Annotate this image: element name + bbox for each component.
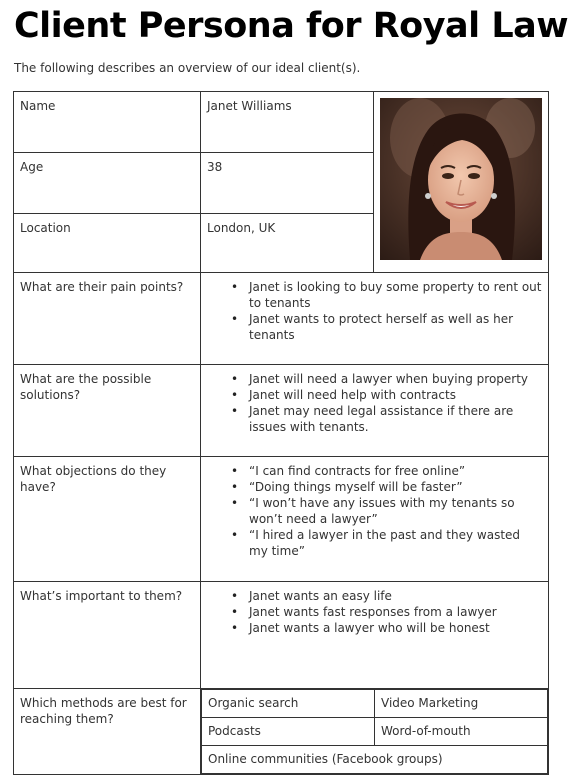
method-podcasts: Podcasts: [202, 718, 375, 746]
methods-label: Which methods are best for reaching them?: [14, 689, 201, 775]
page-subtitle: The following describes an overview of our ideal client(s).: [14, 61, 361, 75]
list-item: • Janet wants fast responses from a lawyer: [249, 604, 542, 620]
objections-list: [207, 463, 542, 559]
list-item: • Janet may need legal assistance if there are issues with tenants.: [249, 403, 542, 435]
solutions-list: [207, 371, 542, 435]
photo-cell: [374, 92, 549, 273]
important-label: What’s important to them?: [14, 582, 201, 689]
list-item: • Janet is looking to buy some property to rent out to tenants: [249, 279, 542, 311]
name-value: Janet Williams: [201, 92, 374, 153]
pain-points-cell: [201, 273, 549, 365]
methods-table: [201, 689, 548, 774]
list-item: • Janet wants to protect herself as well as her tenants: [249, 311, 542, 343]
age-label: Age: [14, 153, 201, 214]
pain-points-row: [14, 273, 549, 365]
client-photo: [380, 98, 542, 260]
age-value: 38: [201, 153, 374, 214]
list-item: • “Doing things myself will be faster”: [249, 479, 542, 495]
method-organic-search: Organic search: [202, 690, 375, 718]
list-item: • “I can find contracts for free online”: [249, 463, 542, 479]
important-cell: [201, 582, 549, 689]
method-word-of-mouth: Word-of-mouth: [375, 718, 548, 746]
list-item: • “I hired a lawyer in the past and they wasted my time”: [249, 527, 542, 559]
name-label: Name: [14, 92, 201, 153]
list-item: • “I won’t have any issues with my tenants so won’t need a lawyer”: [249, 495, 542, 527]
methods-row: [14, 689, 549, 775]
page-title: Client Persona for Royal Law: [14, 6, 568, 46]
list-item: • Janet wants an easy life: [249, 588, 542, 604]
name-row: [14, 92, 549, 153]
solutions-cell: [201, 365, 549, 457]
list-item: • Janet wants a lawyer who will be honest: [249, 620, 542, 636]
objections-row: [14, 457, 549, 582]
important-list: [207, 588, 542, 636]
list-item: • Janet will need a lawyer when buying property: [249, 371, 542, 387]
pain-points-label: What are their pain points?: [14, 273, 201, 365]
location-label: Location: [14, 214, 201, 273]
method-video-marketing: Video Marketing: [375, 690, 548, 718]
method-online-communities: Online communities (Facebook groups): [202, 746, 548, 774]
objections-cell: [201, 457, 549, 582]
list-item: • Janet will need help with contracts: [249, 387, 542, 403]
location-value: London, UK: [201, 214, 374, 273]
solutions-label: What are the possible solutions?: [14, 365, 201, 457]
important-row: [14, 582, 549, 689]
methods-cell: [201, 689, 549, 775]
persona-table: [13, 91, 549, 775]
solutions-row: [14, 365, 549, 457]
objections-label: What objections do they have?: [14, 457, 201, 582]
pain-points-list: [207, 279, 542, 343]
